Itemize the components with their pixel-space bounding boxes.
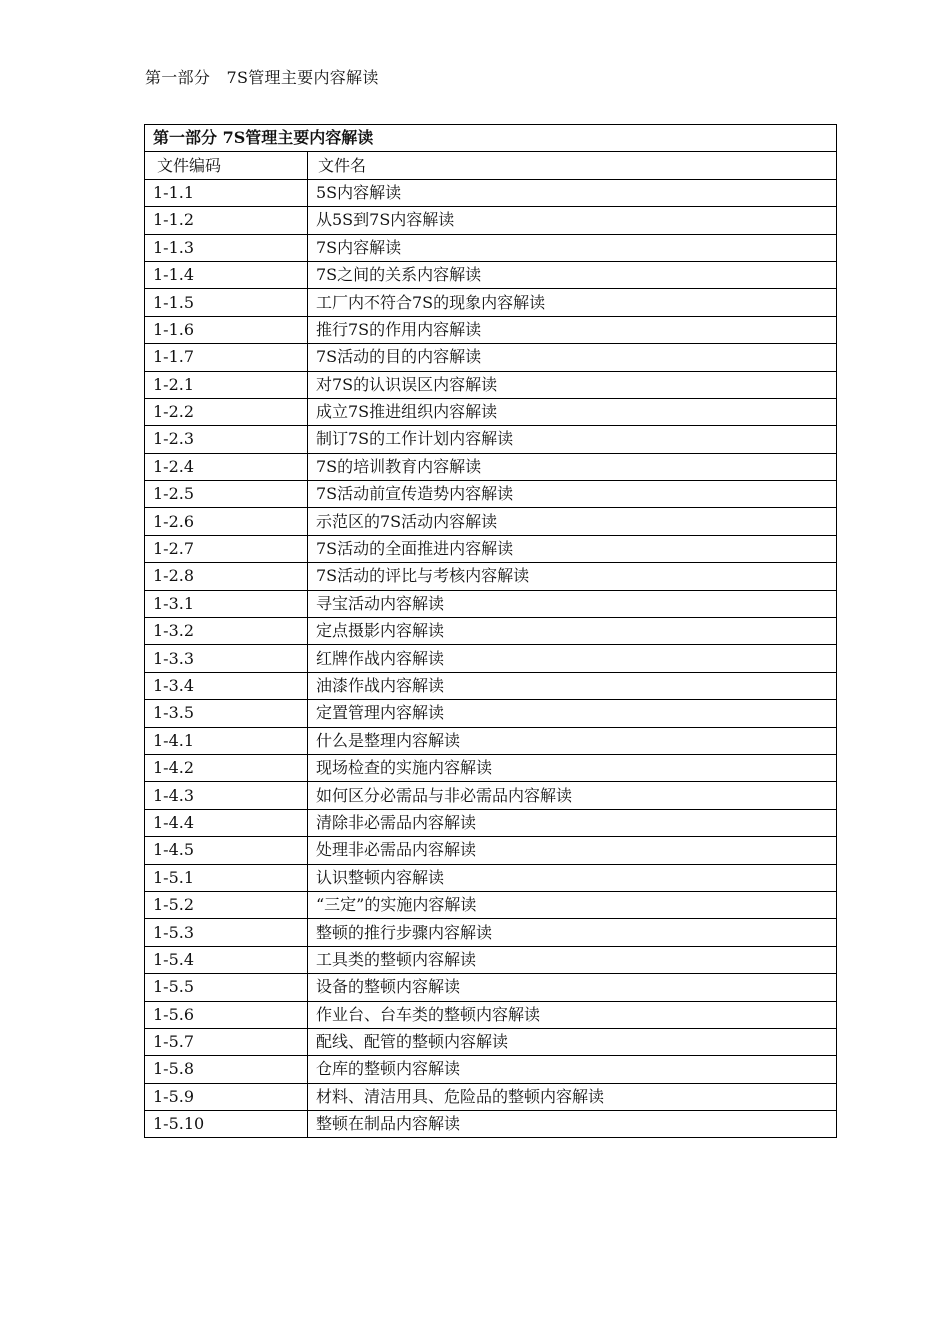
table-row — [145, 1028, 837, 1055]
file-code-cell: 1-3.4 — [145, 672, 308, 699]
table-row — [145, 398, 837, 425]
file-name-cell: 如何区分必需品与非必需品内容解读 — [308, 782, 837, 809]
table-row — [145, 508, 837, 535]
file-code-cell: 1-5.1 — [145, 864, 308, 891]
file-name-cell: 工具类的整顿内容解读 — [308, 946, 837, 973]
file-name-cell: 推行7S的作用内容解读 — [308, 316, 837, 343]
file-name-cell: 处理非必需品内容解读 — [308, 837, 837, 864]
table-row — [145, 700, 837, 727]
table-row — [145, 782, 837, 809]
file-name-cell: 7S活动的全面推进内容解读 — [308, 535, 837, 562]
file-code-cell: 1-5.2 — [145, 891, 308, 918]
table-row — [145, 234, 837, 261]
file-code-cell: 1-2.1 — [145, 371, 308, 398]
file-name-cell: 7S内容解读 — [308, 234, 837, 261]
file-code-cell: 1-5.3 — [145, 919, 308, 946]
file-code-cell: 1-4.4 — [145, 809, 308, 836]
file-name-cell: 制订7S的工作计划内容解读 — [308, 426, 837, 453]
file-code-cell: 1-3.3 — [145, 645, 308, 672]
file-code-cell: 1-5.4 — [145, 946, 308, 973]
table-row — [145, 563, 837, 590]
file-code-cell: 1-1.3 — [145, 234, 308, 261]
file-name-cell: 现场检查的实施内容解读 — [308, 754, 837, 781]
file-name-cell: 什么是整理内容解读 — [308, 727, 837, 754]
file-code-cell: 1-4.1 — [145, 727, 308, 754]
table-row — [145, 864, 837, 891]
file-code-cell: 1-2.8 — [145, 563, 308, 590]
file-name-cell: 示范区的7S活动内容解读 — [308, 508, 837, 535]
file-name-cell: 红牌作战内容解读 — [308, 645, 837, 672]
file-name-cell: 7S活动前宣传造势内容解读 — [308, 481, 837, 508]
page-header: 第一部分 7S管理主要内容解读 — [145, 68, 379, 87]
table-row — [145, 590, 837, 617]
table-row — [145, 1056, 837, 1083]
file-name-cell: 定点摄影内容解读 — [308, 618, 837, 645]
file-code-cell: 1-3.5 — [145, 700, 308, 727]
file-code-cell: 1-5.7 — [145, 1028, 308, 1055]
file-code-cell: 1-1.4 — [145, 261, 308, 288]
file-name-cell: 成立7S推进组织内容解读 — [308, 398, 837, 425]
table-row — [145, 371, 837, 398]
table-row — [145, 1001, 837, 1028]
file-code-cell: 1-5.10 — [145, 1111, 308, 1138]
table-row — [145, 754, 837, 781]
table-row — [145, 1083, 837, 1110]
table-row — [145, 809, 837, 836]
table-row — [145, 261, 837, 288]
file-name-cell: 仓库的整顿内容解读 — [308, 1056, 837, 1083]
file-name-cell: 配线、配管的整顿内容解读 — [308, 1028, 837, 1055]
file-name-cell: “三定”的实施内容解读 — [308, 891, 837, 918]
file-code-cell: 1-4.5 — [145, 837, 308, 864]
file-name-cell: 5S内容解读 — [308, 179, 837, 206]
file-code-cell: 1-5.9 — [145, 1083, 308, 1110]
file-name-cell: 从5S到7S内容解读 — [308, 207, 837, 234]
table-row — [145, 946, 837, 973]
table-row — [145, 974, 837, 1001]
table-row — [145, 672, 837, 699]
file-name-cell: 清除非必需品内容解读 — [308, 809, 837, 836]
table-row — [145, 919, 837, 946]
table-row — [145, 618, 837, 645]
table-row — [145, 316, 837, 343]
file-code-cell: 1-5.6 — [145, 1001, 308, 1028]
column-header-code: 文件编码 — [145, 152, 308, 179]
contents-table — [144, 124, 837, 1138]
file-name-cell: 7S活动的目的内容解读 — [308, 344, 837, 371]
table-title-row — [145, 125, 837, 152]
file-code-cell: 1-2.3 — [145, 426, 308, 453]
file-name-cell: 认识整顿内容解读 — [308, 864, 837, 891]
file-name-cell: 7S之间的关系内容解读 — [308, 261, 837, 288]
file-name-cell: 作业台、台车类的整顿内容解读 — [308, 1001, 837, 1028]
file-name-cell: 7S活动的评比与考核内容解读 — [308, 563, 837, 590]
file-code-cell: 1-3.2 — [145, 618, 308, 645]
file-name-cell: 油漆作战内容解读 — [308, 672, 837, 699]
table-row — [145, 481, 837, 508]
table-row — [145, 344, 837, 371]
table-row — [145, 727, 837, 754]
file-name-cell: 7S的培训教育内容解读 — [308, 453, 837, 480]
file-code-cell: 1-2.4 — [145, 453, 308, 480]
table-row — [145, 289, 837, 316]
file-name-cell: 寻宝活动内容解读 — [308, 590, 837, 617]
file-name-cell: 整顿的推行步骤内容解读 — [308, 919, 837, 946]
file-code-cell: 1-2.7 — [145, 535, 308, 562]
table-row — [145, 1111, 837, 1138]
file-code-cell: 1-2.5 — [145, 481, 308, 508]
file-name-cell: 设备的整顿内容解读 — [308, 974, 837, 1001]
table-row — [145, 207, 837, 234]
table-row — [145, 426, 837, 453]
file-code-cell: 1-2.6 — [145, 508, 308, 535]
file-name-cell: 材料、清洁用具、危险品的整顿内容解读 — [308, 1083, 837, 1110]
file-name-cell: 定置管理内容解读 — [308, 700, 837, 727]
file-code-cell: 1-2.2 — [145, 398, 308, 425]
table-row — [145, 837, 837, 864]
file-code-cell: 1-1.1 — [145, 179, 308, 206]
file-code-cell: 1-1.7 — [145, 344, 308, 371]
file-code-cell: 1-3.1 — [145, 590, 308, 617]
file-code-cell: 1-5.8 — [145, 1056, 308, 1083]
file-code-cell: 1-1.5 — [145, 289, 308, 316]
table-title: 第一部分 7S管理主要内容解读 — [145, 125, 837, 152]
file-name-cell: 工厂内不符合7S的现象内容解读 — [308, 289, 837, 316]
table-row — [145, 645, 837, 672]
table-row — [145, 179, 837, 206]
file-code-cell: 1-4.3 — [145, 782, 308, 809]
table-header-row — [145, 152, 837, 179]
table-row — [145, 891, 837, 918]
table-row — [145, 535, 837, 562]
column-header-name: 文件名 — [308, 152, 837, 179]
file-code-cell: 1-4.2 — [145, 754, 308, 781]
table-row — [145, 453, 837, 480]
file-code-cell: 1-1.2 — [145, 207, 308, 234]
file-name-cell: 对7S的认识误区内容解读 — [308, 371, 837, 398]
file-name-cell: 整顿在制品内容解读 — [308, 1111, 837, 1138]
file-code-cell: 1-5.5 — [145, 974, 308, 1001]
file-code-cell: 1-1.6 — [145, 316, 308, 343]
